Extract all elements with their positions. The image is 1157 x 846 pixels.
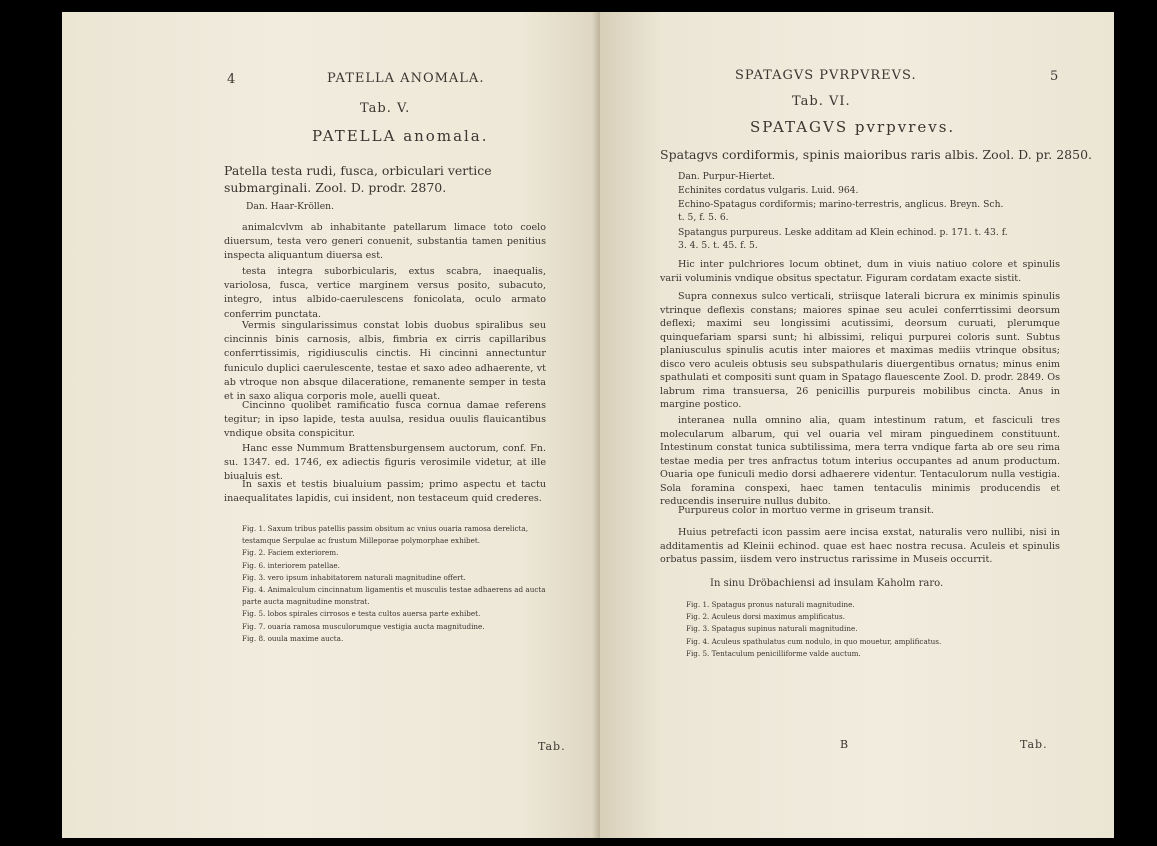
- figure-caption: Fig. 6. interiorem patellae.: [242, 560, 340, 570]
- figure-captions: [242, 523, 547, 645]
- figure-captions: [686, 599, 1046, 660]
- diagnosis: Patella testa rudi, fusca, orbiculari vertice submarginali. Zool. D. prodr. 2870.: [224, 163, 492, 195]
- figure-caption: Fig. 4. Animalculum cincinnatum ligamentis et musculis testae adhaerens ad aucta parte aucta magnitudine monstrat.: [242, 585, 546, 607]
- figure-caption: Fig. 7. ouaria ramosa musculorumque vestigia aucta magnitudine.: [242, 621, 485, 631]
- paragraph: Cincinno quolibet ramificatio fusca cornua damae referens tegitur; in ipso lapide, testa auulsa, residua ouulis flauicantibus vndique obsita conspicitur.: [224, 400, 546, 440]
- synonym: Echinites cordatus vulgaris. Luid. 964.: [678, 185, 859, 196]
- figure-caption: Fig. 5. lobos spirales cirrosos e testa cultos auersa parte exhibet.: [242, 609, 481, 619]
- page-title: SPATAGVS pvrpvrevs.: [750, 118, 956, 136]
- dan-name: Dan. Haar-Kröllen.: [246, 201, 335, 212]
- figure-caption: Fig. 2. Aculeus dorsi maximus amplificatus.: [686, 612, 845, 622]
- synonym: Dan. Purpur-Hiertet.: [678, 171, 775, 182]
- paragraph: In saxis et testis biualuium passim; primo aspectu et tactu inaequalitates lapidis, cui insident, non testaceum quid crederes.: [224, 479, 546, 505]
- figure-caption: Fig. 3. vero ipsum inhabitatorem naturali magnitudine offert.: [242, 572, 466, 582]
- left-page: [62, 12, 600, 838]
- paragraph: Supra connexus sulco verticali, striisque laterali bicrura ex minimis spinulis vtrinque deflexis constans; maiores spinae seu aculei conferrtissimi deorsum deflexi; maximi seu longissimi acutissimi, deorsum curuati, plerumque quinquefariam sparsi sunt; hi albissimi, reliqui purpurei coloris sunt. Subtus planiusculus spinulis acutis inter maiores et maximas mediis vtrinque obsitus; disco vero aculeis obtusis seu subspathularis diuergentibus ornatus; minus enim spathulati et compositi sunt quam in Spatago flauescente Zool. D. prodr. 2849. Os labrum rima transuersa, 26 penicillis purpureis mobilibus cincta. Anus in margine postico.: [660, 291, 1060, 410]
- right-page: [600, 12, 1114, 838]
- paragraph: Vermis singularissimus constat lobis duobus spiralibus seu cincinnis binis carnosis, albis, fimbria ex cirris capillaribus conferrtissimis, rigidiusculis cinctis. Hi cincinni annectuntur funiculo duplici caerulescente, testae et saxo adeo adhaerente, vt ab vtroque non absque dilaceratione, remanente semper in testa et in saxo aliqua corporis mole, auelli queat.: [224, 320, 546, 403]
- running-head: SPATAGVS PVRPVREVS.: [735, 68, 917, 83]
- paragraph: Purpureus color in mortuo verme in griseum transit.: [678, 505, 934, 516]
- page-title: PATELLA anomala.: [312, 127, 489, 145]
- table-label: Tab. VI.: [792, 94, 851, 109]
- diagnosis: Spatagvs cordiformis, spinis maioribus raris albis. Zool. D. pr. 2850.: [660, 147, 1093, 162]
- paragraph: Huius petrefacti icon passim aere incisa exstat, naturalis vero nullibi, nisi in additamentis ad Kleinii echinod. quae est haec nostra recusa. Aculeis et spinulis orbatus passim, iisdem vero instructus rarissime in Museis occurrit.: [660, 527, 1060, 565]
- figure-caption: Fig. 8. ouula maxime aucta.: [242, 633, 344, 643]
- figure-caption: Fig. 3. Spatagus supinus naturali magnitudine.: [686, 624, 858, 634]
- figure-caption: Fig. 4. Aculeus spathulatus cum nodulo, in quo mouetur, amplificatus.: [686, 636, 942, 646]
- paragraph: interanea nulla omnino alia, quam intestinum ratum, et fasciculi tres molecularum albarum, qui vel ouaria vel miram pinguedinem constituunt. Intestinum constat tunica subtilissima, mera terra vndique farta ab ore seu rima testae media per tres anfractus totum interius occupantes ad anum productum. Ouaria ope funiculi medio dorsi adhaerere videntur. Tentaculorum nulla vestigia. Sola foramina conspexi, haec tamen tentaculis minimis producendis et reducendis inseruire nullus dubito.: [660, 415, 1060, 507]
- running-head: PATELLA ANOMALA.: [327, 71, 485, 86]
- figure-caption: Fig. 1. Spatagus pronus naturali magnitudine.: [686, 600, 855, 609]
- paragraph: animalcvlvm ab inhabitante patellarum limace toto coelo diuersum, testa vero generi conuenit, substantia tamen penitius inspecta aliquantum diuersa est.: [224, 222, 546, 262]
- synonym: Echino-Spatagus cordiformis; marino-terrestris, anglicus. Breyn. Sch. t. 5, f. 5. 6.: [678, 199, 1004, 224]
- page-number: 4: [227, 72, 236, 87]
- figure-caption: Fig. 2. Faciem exteriorem.: [242, 548, 339, 558]
- catchword: Tab.: [1020, 738, 1048, 751]
- paragraph: Hic inter pulchriores locum obtinet, dum in viuis natiuo colore et spinulis varii voluminis vndique obsitus spectatur. Figuram cordatam exacte sistit.: [660, 259, 1060, 285]
- figure-caption: Fig. 5. Tentaculum penicilliforme valde auctum.: [686, 648, 861, 658]
- paragraph: Hanc esse Nummum Brattensburgensem auctorum, conf. Fn. su. 1347. ed. 1746, ex adiectis figuris verosimile videtur, at ille biualuis est.: [224, 443, 546, 483]
- page-number: 5: [1050, 69, 1059, 84]
- synonym: Spatangus purpureus. Leske additam ad Klein echinod. p. 171. t. 43. f. 3. 4. 5. t. 45. f. 5.: [678, 227, 1008, 252]
- open-book: [62, 12, 1114, 838]
- figure-caption: Fig. 1. Saxum tribus patellis passim obsitum ac vnius ouaria ramosa derelicta, testamque Serpulae ac frustum Milleporae polymorphae exhibet.: [242, 524, 528, 546]
- table-label: Tab. V.: [360, 101, 411, 116]
- locality: In sinu Dröbachiensi ad insulam Kaholm raro.: [710, 578, 944, 589]
- catchword: Tab.: [538, 740, 566, 753]
- signature-mark: B: [840, 738, 850, 751]
- paragraph: testa integra suborbicularis, extus scabra, inaequalis, variolosa, fusca, vertice marginem versus posito, subacuto, integro, intus albido-caerulescens fonicolata, oculo armato conferrim punctata.: [224, 266, 546, 320]
